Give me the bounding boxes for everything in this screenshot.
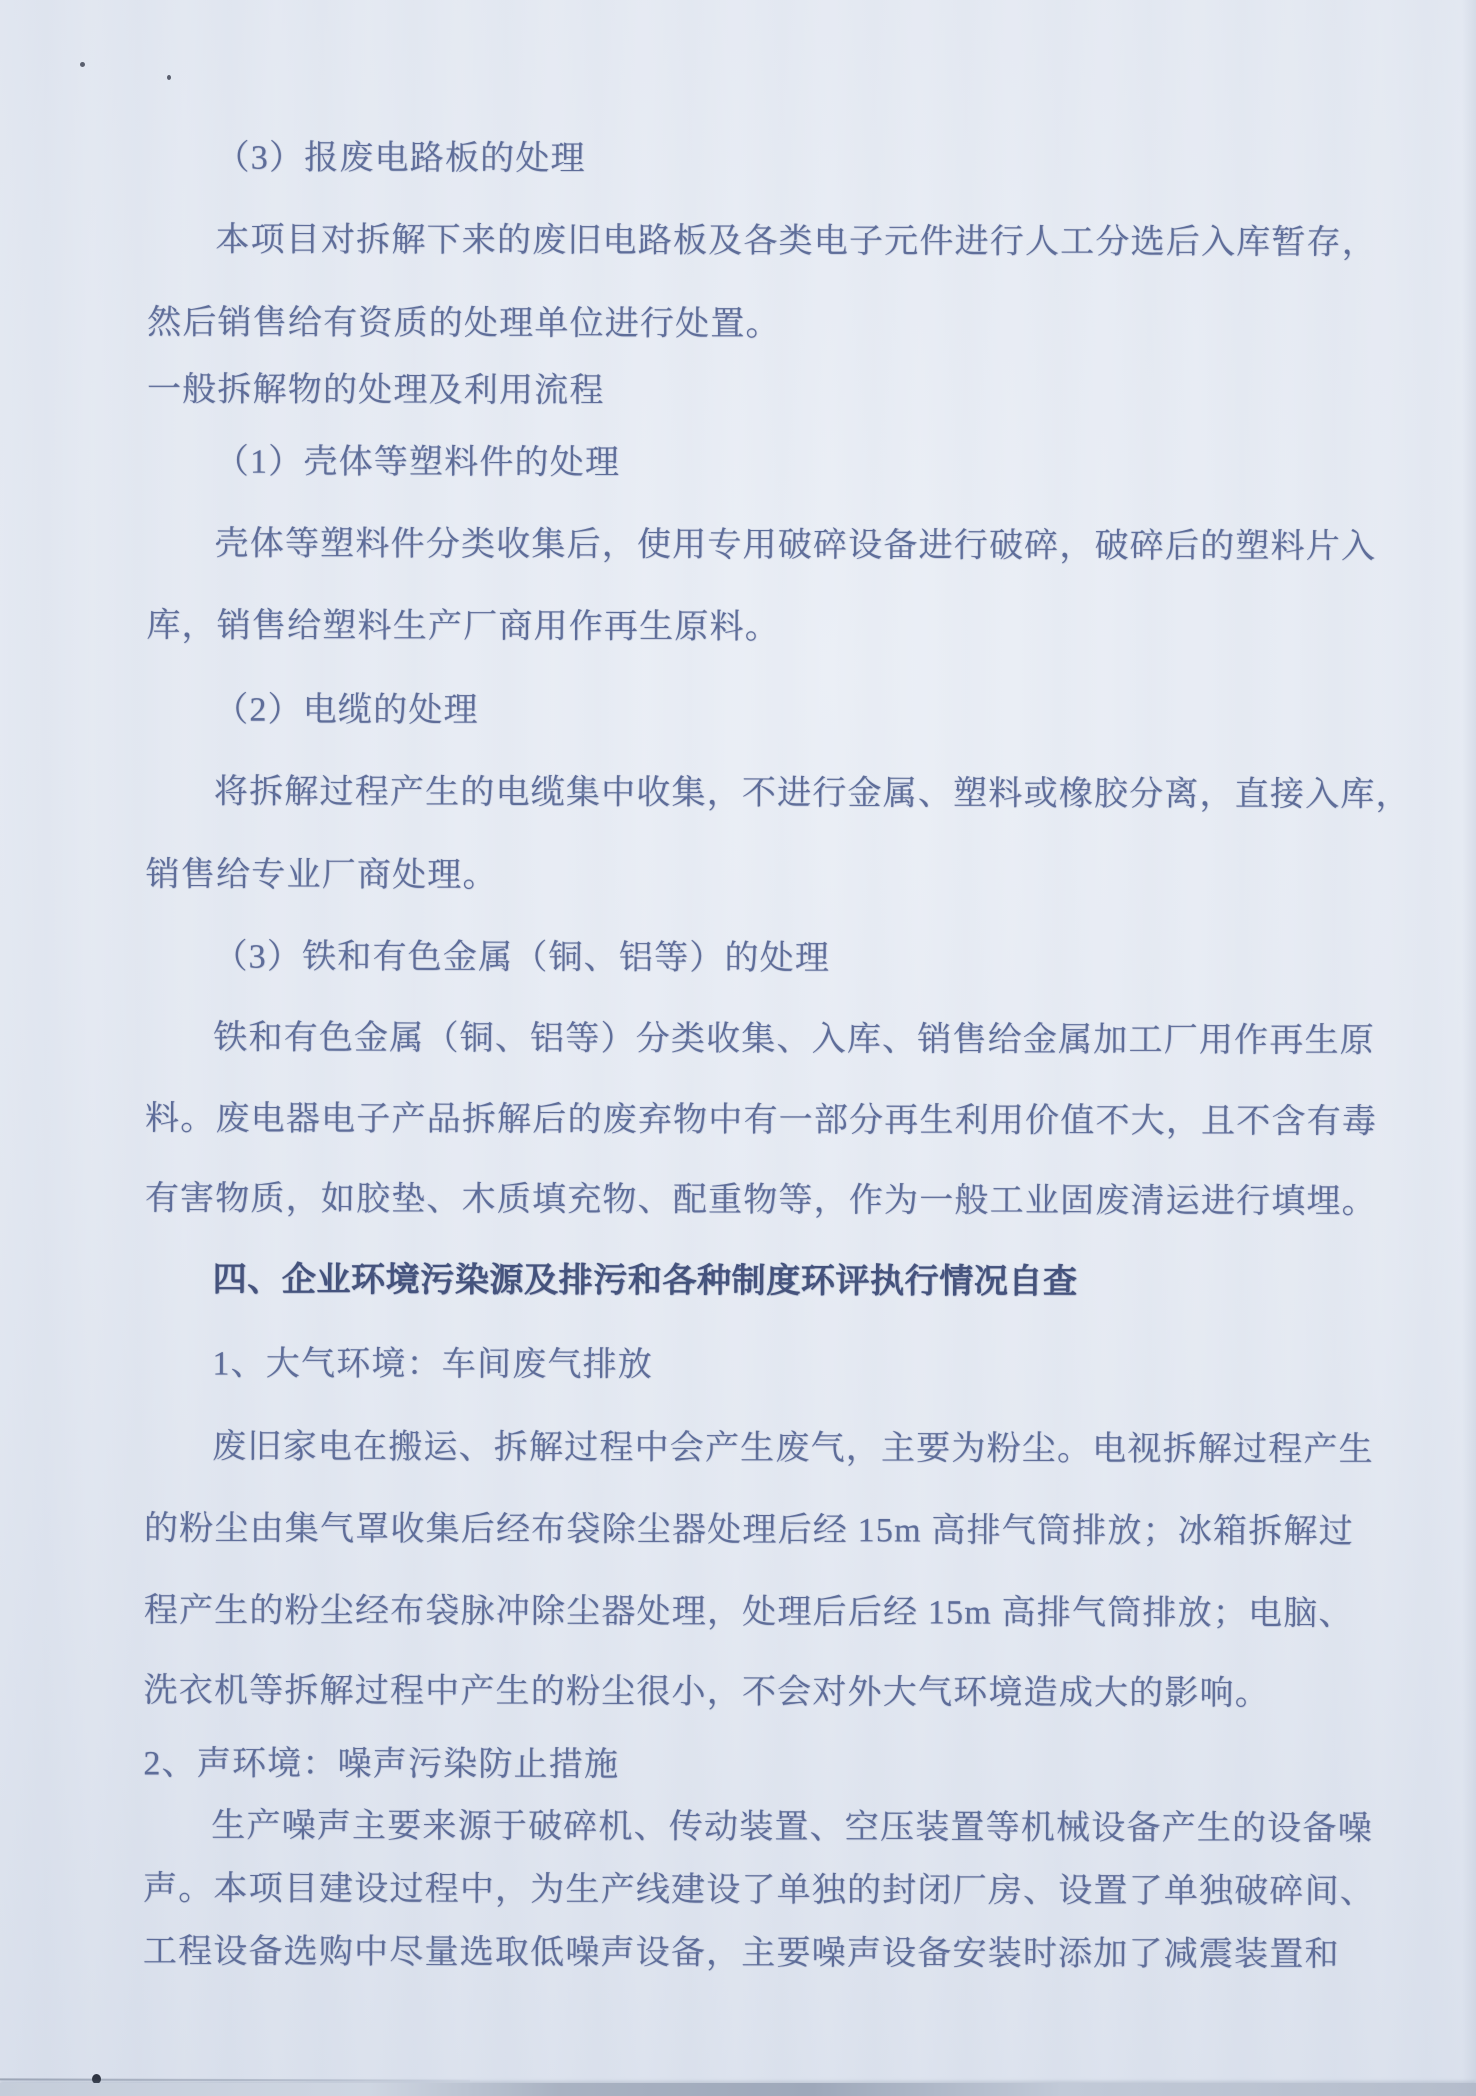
- text-line: 将拆解过程产生的电缆集中收集，不进行金属、塑料或橡胶分离，直接入库，: [213, 773, 1411, 814]
- text-line: （2）电缆的处理: [214, 691, 479, 730]
- text-line: 有害物质，如胶垫、木质填充物、配重物等，作为一般工业固废清运进行填埋。: [144, 1180, 1377, 1221]
- text-line: 料。废电器电子产品拆解后的废弃物中有一部分再生利用价值不大，且不含有毒: [145, 1100, 1378, 1141]
- page-edge-shadow: [1462, 0, 1476, 2096]
- text-line: 一般拆解物的处理及利用流程: [146, 371, 605, 410]
- text-line: 声。本项目建设过程中，为生产线建设了单独的封闭厂房、设置了单独破碎间、: [143, 1870, 1376, 1911]
- dust-speck: [80, 62, 85, 67]
- text-line: 洗衣机等拆解过程中产生的粉尘很小，不会对外大气环境造成大的影响。: [143, 1672, 1271, 1713]
- section-heading: 四、企业环境污染源及排污和各种制度环评执行情况自查: [212, 1261, 1078, 1301]
- text-line: 销售给专业厂商处理。: [145, 856, 498, 895]
- text-line: 本项目对拆解下来的废旧电路板及各类电子元件进行人工分选后入库暂存，: [215, 221, 1378, 262]
- text-line: 的粉尘由集气罩收集后经布袋除尘器处理后经 15m 高排气筒排放；冰箱拆解过: [143, 1510, 1354, 1551]
- text-line: （1）壳体等塑料件的处理: [214, 443, 621, 482]
- page-bottom-edge: [0, 2083, 1476, 2096]
- text-line: 库，销售给塑料生产厂商用作再生原料。: [146, 607, 781, 647]
- text-line: 壳体等塑料件分类收集后，使用专用破碎设备进行破碎，破碎后的塑料片入: [214, 525, 1377, 566]
- text-line: （3）铁和有色金属（铜、铝等）的处理: [213, 938, 831, 978]
- text-line: 程产生的粉尘经布袋脉冲除尘器处理，处理后后经 15m 高排气筒排放；电脑、: [143, 1592, 1354, 1633]
- text-line: 然后销售给有资质的处理单位进行处置。: [147, 304, 781, 344]
- text-line: 工程设备选购中尽量选取低噪声设备，主要噪声设备安装时添加了减震装置和: [142, 1933, 1340, 1974]
- dust-speck: [167, 75, 171, 80]
- text-line: （3）报废电路板的处理: [215, 139, 586, 178]
- text-line: 铁和有色金属（铜、铝等）分类收集、入库、销售给金属加工厂用作再生原: [213, 1019, 1375, 1060]
- text-line: 1、大气环境：车间废气排放: [212, 1345, 654, 1384]
- text-line: 2、声环境：噪声污染防止措施: [143, 1745, 620, 1784]
- text-line: 生产噪声主要来源于破碎机、传动装置、空压装置等机械设备产生的设备噪: [211, 1807, 1373, 1848]
- text-line: 废旧家电在搬运、拆解过程中会产生废气，主要为粉尘。电视拆解过程产生: [212, 1428, 1374, 1469]
